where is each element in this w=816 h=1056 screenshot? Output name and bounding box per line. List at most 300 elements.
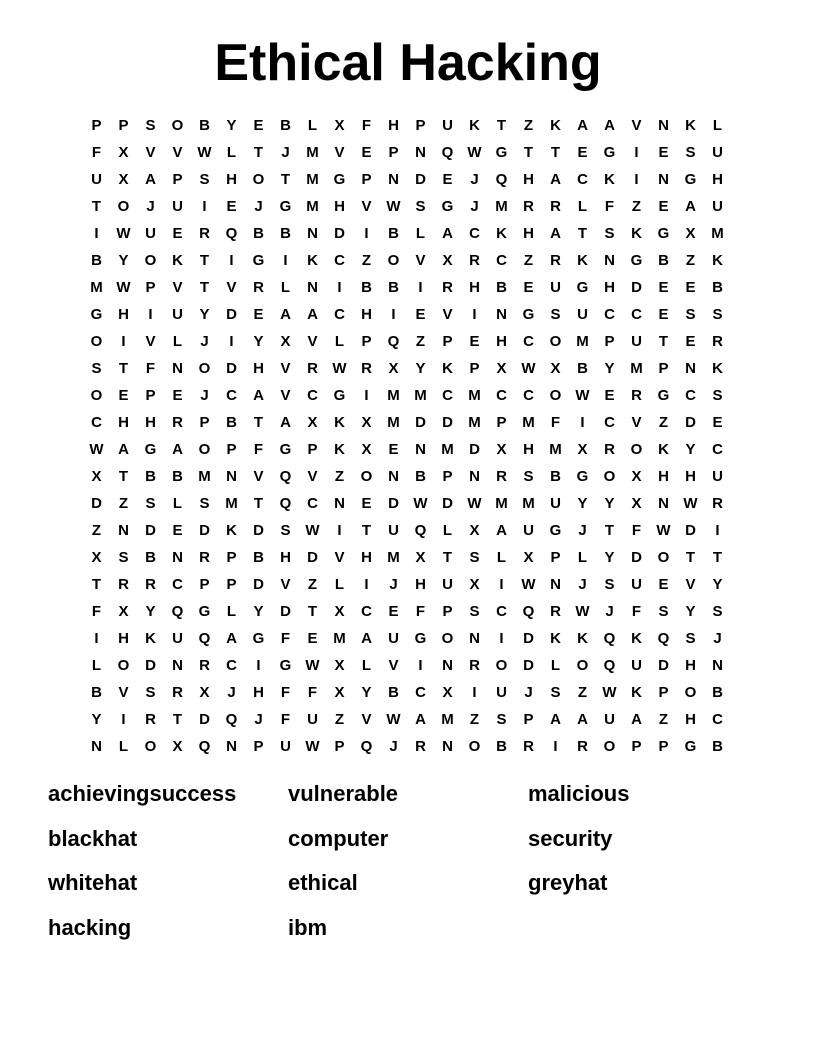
grid-letter: M (630, 360, 643, 377)
grid-letter: S (685, 306, 696, 323)
grid-letter: P (523, 711, 534, 728)
grid-letter: P (442, 603, 453, 620)
grid-row (83, 193, 731, 220)
grid-letter: P (388, 144, 399, 161)
grid-letter: R (199, 549, 210, 566)
grid-letter: R (172, 414, 183, 431)
grid-letter: P (658, 684, 669, 701)
grid-letter: O (657, 549, 670, 566)
word-list-item: malicious (528, 781, 630, 806)
grid-letter: Z (307, 576, 318, 593)
grid-letter: D (199, 522, 210, 539)
grid-letter: R (550, 603, 561, 620)
grid-letter: U (172, 306, 183, 323)
grid-letter: P (253, 738, 264, 755)
grid-letter: W (89, 441, 104, 458)
grid-letter: E (172, 522, 183, 539)
grid-letter: C (226, 387, 237, 404)
grid-letter: A (631, 711, 642, 728)
grid-letter: O (549, 387, 562, 404)
grid-letter: D (334, 225, 345, 242)
grid-letter: S (415, 198, 426, 215)
grid-letter: E (388, 603, 399, 620)
grid-letter: L (334, 333, 345, 350)
grid-letter: Z (658, 711, 669, 728)
grid-letter: R (712, 333, 723, 350)
grid-letter: X (496, 360, 507, 377)
grid-letter: J (605, 603, 614, 620)
grid-letter: O (360, 468, 373, 485)
word-list-item: ibm (288, 914, 328, 940)
grid-letter: Q (225, 225, 238, 242)
grid-letter: O (441, 630, 454, 647)
grid-letter: K (550, 630, 561, 647)
grid-letter: F (307, 684, 318, 701)
grid-letter: A (118, 441, 129, 458)
grid-letter: J (281, 144, 290, 161)
grid-letter: X (415, 549, 426, 566)
grid-letter: L (712, 117, 723, 134)
grid-letter: B (712, 684, 723, 701)
grid-letter: U (442, 576, 453, 593)
grid-letter: T (550, 144, 561, 161)
grid-letter: C (577, 171, 588, 188)
grid-letter: H (145, 414, 156, 431)
grid-letter: H (523, 225, 534, 242)
grid-row (83, 220, 731, 247)
grid-letter: C (685, 387, 696, 404)
grid-letter: Q (495, 171, 508, 188)
grid-letter: C (631, 306, 642, 323)
grid-letter: H (685, 468, 696, 485)
grid-letter: Y (604, 495, 615, 512)
grid-letter: T (685, 549, 696, 566)
grid-letter: A (550, 711, 561, 728)
grid-letter: M (441, 441, 454, 458)
grid-letter: W (386, 711, 401, 728)
grid-letter: B (388, 279, 399, 296)
grid-letter: K (334, 414, 345, 431)
grid-letter: M (441, 711, 454, 728)
grid-letter: E (361, 495, 372, 512)
grid-letter: D (145, 522, 156, 539)
grid-letter: T (658, 333, 669, 350)
grid-letter: B (253, 225, 264, 242)
grid-letter: E (442, 171, 453, 188)
grid-letter: T (118, 360, 129, 377)
grid-letter: P (226, 441, 237, 458)
grid-letter: K (604, 171, 615, 188)
grid-letter: N (172, 549, 183, 566)
grid-letter: G (90, 306, 103, 323)
grid-letter: Y (91, 711, 102, 728)
grid-letter: X (199, 684, 210, 701)
grid-letter: R (550, 252, 561, 269)
grid-letter: T (172, 711, 183, 728)
grid-letter: M (225, 495, 238, 512)
grid-letter: L (91, 657, 102, 674)
grid-letter: V (118, 684, 129, 701)
grid-letter: K (226, 522, 237, 539)
grid-letter: E (361, 144, 372, 161)
grid-letter: W (467, 144, 482, 161)
grid-letter: X (631, 495, 642, 512)
grid-letter: A (307, 306, 318, 323)
grid-letter: D (415, 414, 426, 431)
grid-row (83, 733, 731, 760)
grid-letter: L (415, 225, 426, 242)
grid-letter: R (469, 252, 480, 269)
grid-letter: N (658, 495, 669, 512)
grid-letter: U (550, 495, 561, 512)
grid-letter: Q (603, 630, 616, 647)
grid-letter: H (685, 657, 696, 674)
grid-letter: D (253, 522, 264, 539)
grid-letter: Z (469, 711, 480, 728)
grid-letter: T (712, 549, 723, 566)
grid-letter: S (469, 603, 480, 620)
grid-letter: C (307, 387, 318, 404)
grid-row (83, 247, 731, 274)
grid-letter: E (712, 414, 723, 431)
grid-row (83, 139, 731, 166)
grid-letter: Y (145, 603, 156, 620)
grid-letter: N (415, 441, 426, 458)
grid-letter: K (685, 117, 696, 134)
grid-letter: D (469, 441, 480, 458)
grid-letter: X (469, 522, 480, 539)
grid-letter: P (658, 360, 669, 377)
grid-letter: O (90, 333, 103, 350)
grid-letter: P (631, 738, 642, 755)
grid-row (83, 112, 731, 139)
grid-letter: S (550, 306, 561, 323)
grid-letter: O (603, 468, 616, 485)
grid-letter: S (523, 468, 534, 485)
grid-letter: K (631, 684, 642, 701)
grid-letter: R (550, 198, 561, 215)
grid-letter: C (307, 495, 318, 512)
grid-letter: L (361, 657, 372, 674)
grid-letter: S (550, 684, 561, 701)
grid-letter: N (334, 495, 345, 512)
grid-letter: F (604, 198, 615, 215)
grid-row (83, 706, 731, 733)
grid-letter: T (496, 117, 507, 134)
grid-letter: E (658, 576, 669, 593)
grid-letter: Q (198, 630, 211, 647)
grid-letter: V (253, 468, 264, 485)
word-list-item: ethical (288, 870, 358, 895)
grid-letter: X (496, 441, 507, 458)
grid-letter: A (415, 711, 426, 728)
grid-letter: R (118, 576, 129, 593)
grid-letter: M (90, 279, 103, 296)
grid-letter: X (388, 360, 399, 377)
grid-letter: N (496, 306, 507, 323)
grid-letter: L (496, 549, 507, 566)
grid-letter: Y (604, 360, 615, 377)
grid-row (83, 166, 731, 193)
grid-letter: N (388, 171, 399, 188)
grid-letter: R (361, 360, 372, 377)
grid-letter: N (469, 468, 480, 485)
grid-letter: L (334, 576, 345, 593)
grid-letter: C (604, 306, 615, 323)
grid-letter: U (631, 576, 642, 593)
grid-letter: S (496, 711, 507, 728)
grid-letter: B (145, 549, 156, 566)
grid-letter: F (631, 522, 642, 539)
grid-letter: K (577, 252, 588, 269)
word-list-item: greyhat (528, 870, 608, 895)
word-list-item: achievingsuccess (48, 781, 237, 806)
grid-letter: U (172, 198, 183, 215)
grid-letter: X (361, 441, 372, 458)
grid-letter: I (634, 144, 639, 161)
grid-letter: Z (361, 252, 372, 269)
grid-letter: C (415, 684, 426, 701)
grid-letter: V (307, 333, 318, 350)
grid-letter: R (577, 738, 588, 755)
grid-letter: A (361, 630, 372, 647)
grid-letter: Z (685, 252, 696, 269)
grid-letter: W (467, 495, 482, 512)
grid-letter: N (226, 468, 237, 485)
grid-letter: U (712, 144, 723, 161)
grid-letter: H (658, 468, 669, 485)
grid-row (83, 571, 731, 598)
grid-letter: T (199, 252, 210, 269)
grid-letter: I (364, 225, 369, 242)
word-list-item: vulnerable (288, 781, 399, 806)
grid-letter: R (253, 279, 264, 296)
grid-letter: S (604, 225, 615, 242)
grid-letter: G (603, 144, 616, 161)
grid-letter: D (442, 495, 453, 512)
grid-row (83, 463, 731, 490)
grid-letter: H (118, 306, 129, 323)
grid-letter: X (523, 549, 534, 566)
grid-letter: M (333, 630, 346, 647)
grid-letter: O (252, 171, 265, 188)
grid-letter: R (145, 576, 156, 593)
grid-letter: Q (522, 603, 535, 620)
grid-letter: K (712, 360, 723, 377)
grid-letter: I (94, 225, 99, 242)
grid-letter: L (280, 279, 291, 296)
grid-letter: N (91, 738, 102, 755)
grid-letter: S (280, 522, 291, 539)
grid-letter: G (657, 387, 670, 404)
grid-letter: K (172, 252, 183, 269)
grid-row (83, 409, 731, 436)
grid-letter: Q (171, 603, 184, 620)
grid-letter: C (604, 414, 615, 431)
grid-letter: D (685, 522, 696, 539)
grid-row (83, 598, 731, 625)
grid-letter: G (495, 144, 508, 161)
grid-letter: A (442, 225, 453, 242)
grid-letter: C (523, 387, 534, 404)
grid-letter: V (415, 252, 426, 269)
grid-letter: M (522, 495, 535, 512)
grid-row (83, 652, 731, 679)
grid-letter: W (332, 360, 347, 377)
grid-letter: M (198, 468, 211, 485)
grid-letter: X (91, 468, 102, 485)
grid-letter: U (712, 198, 723, 215)
grid-letter: O (144, 738, 157, 755)
grid-letter: V (361, 711, 372, 728)
grid-letter: L (118, 738, 129, 755)
grid-letter: H (118, 414, 129, 431)
grid-letter: Y (199, 306, 210, 323)
grid-letter: H (469, 279, 480, 296)
grid-letter: G (252, 252, 265, 269)
grid-letter: I (148, 306, 153, 323)
grid-letter: V (307, 468, 318, 485)
grid-letter: E (685, 279, 696, 296)
grid-letter: H (523, 171, 534, 188)
grid-letter: S (469, 549, 480, 566)
grid-letter: V (172, 144, 183, 161)
grid-letter: D (307, 549, 318, 566)
grid-letter: Y (253, 333, 264, 350)
grid-letter: W (116, 279, 131, 296)
grid-letter: T (199, 279, 210, 296)
grid-letter: K (631, 225, 642, 242)
word-list (48, 778, 768, 956)
grid-letter: U (145, 225, 156, 242)
grid-letter: M (387, 387, 400, 404)
grid-letter: K (550, 117, 561, 134)
grid-letter: N (172, 657, 183, 674)
grid-letter: B (145, 468, 156, 485)
grid-letter: M (549, 441, 562, 458)
grid-letter: E (577, 144, 588, 161)
grid-letter: C (496, 387, 507, 404)
grid-letter: P (334, 738, 345, 755)
grid-letter: R (145, 711, 156, 728)
grid-letter: T (91, 198, 102, 215)
grid-letter: N (469, 630, 480, 647)
grid-letter: P (118, 117, 129, 134)
grid-letter: P (145, 279, 156, 296)
grid-letter: X (334, 684, 345, 701)
grid-letter: B (199, 117, 210, 134)
grid-letter: B (280, 117, 291, 134)
grid-letter: L (172, 333, 183, 350)
grid-row (83, 301, 731, 328)
grid-letter: B (712, 738, 723, 755)
grid-letter: C (523, 333, 534, 350)
grid-letter: B (388, 684, 399, 701)
grid-letter: D (658, 657, 669, 674)
grid-letter: P (415, 117, 426, 134)
grid-letter: H (280, 549, 291, 566)
grid-letter: G (333, 387, 346, 404)
grid-letter: V (280, 576, 291, 593)
grid-letter: I (580, 414, 585, 431)
grid-row (83, 355, 731, 382)
grid-letter: W (575, 387, 590, 404)
grid-letter: T (253, 414, 264, 431)
grid-letter: W (413, 495, 428, 512)
grid-letter: B (577, 360, 588, 377)
grid-letter: T (523, 144, 534, 161)
grid-letter: X (577, 441, 588, 458)
grid-letter: V (361, 198, 372, 215)
grid-letter: U (523, 522, 534, 539)
grid-letter: V (280, 360, 291, 377)
grid-letter: F (91, 603, 102, 620)
grid-letter: F (91, 144, 102, 161)
grid-letter: W (116, 225, 131, 242)
grid-letter: X (307, 414, 318, 431)
grid-letter: A (172, 441, 183, 458)
grid-letter: A (145, 171, 156, 188)
grid-letter: V (442, 306, 453, 323)
grid-letter: O (198, 441, 211, 458)
grid-letter: V (145, 333, 156, 350)
grid-letter: D (91, 495, 102, 512)
grid-letter: J (200, 333, 209, 350)
grid-letter: F (631, 603, 642, 620)
grid-letter: S (145, 495, 156, 512)
grid-letter: G (684, 171, 697, 188)
grid-row (83, 625, 731, 652)
grid-letter: K (577, 630, 588, 647)
grid-letter: M (495, 495, 508, 512)
grid-letter: G (441, 198, 454, 215)
grid-letter: M (468, 414, 481, 431)
grid-letter: Q (360, 738, 373, 755)
grid-letter: X (442, 252, 453, 269)
grid-letter: Q (414, 522, 427, 539)
grid-letter: C (442, 387, 453, 404)
grid-letter: Z (334, 711, 345, 728)
grid-letter: T (442, 549, 453, 566)
grid-letter: Q (603, 657, 616, 674)
grid-letter: W (602, 684, 617, 701)
grid-letter: J (146, 198, 155, 215)
grid-letter: N (442, 657, 453, 674)
grid-letter: N (712, 657, 723, 674)
grid-letter: U (712, 468, 723, 485)
grid-letter: B (496, 738, 507, 755)
grid-letter: B (280, 225, 291, 242)
grid-letter: P (658, 738, 669, 755)
grid-letter: N (442, 738, 453, 755)
grid-letter: G (684, 738, 697, 755)
grid-row (83, 328, 731, 355)
grid-letter: F (145, 360, 156, 377)
grid-letter: I (202, 198, 207, 215)
grid-letter: I (715, 522, 720, 539)
grid-letter: D (631, 279, 642, 296)
grid-letter: A (280, 306, 291, 323)
grid-letter: R (172, 684, 183, 701)
grid-row (83, 544, 731, 571)
grid-letter: X (631, 468, 642, 485)
grid-letter: Q (225, 711, 238, 728)
grid-letter: I (472, 306, 477, 323)
grid-letter: O (495, 657, 508, 674)
grid-letter: H (685, 711, 696, 728)
grid-letter: G (630, 252, 643, 269)
grid-letter: R (442, 279, 453, 296)
